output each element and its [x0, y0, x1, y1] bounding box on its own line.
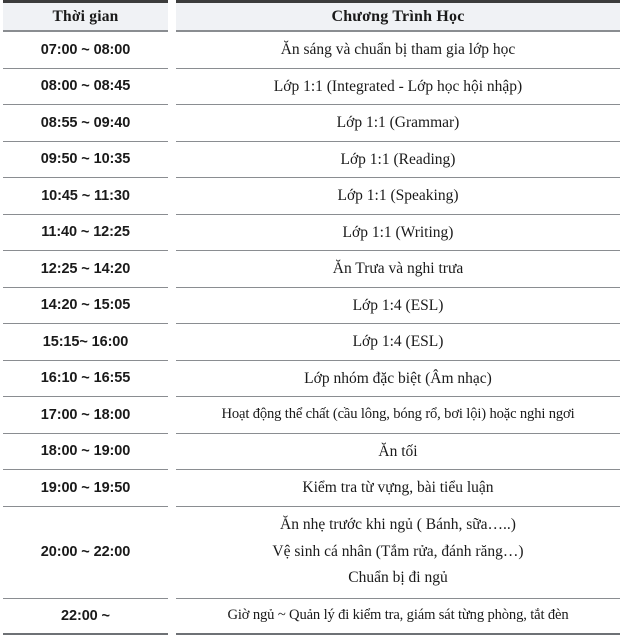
header-cell-program [176, 0, 620, 32]
table-body [3, 32, 620, 635]
column-gap [168, 178, 176, 215]
time-range-text: 15:15~ 16:00 [43, 334, 128, 350]
column-gap [168, 361, 176, 398]
table-row [3, 32, 620, 69]
cell-time [3, 397, 168, 434]
cell-time [3, 215, 168, 252]
column-gap [168, 288, 176, 325]
cell-program [176, 215, 620, 252]
time-range-text: 12:25 ~ 14:20 [41, 261, 130, 277]
program-text: Ăn sáng và chuẩn bị tham gia lớp học [281, 38, 516, 61]
time-range-text: 19:00 ~ 19:50 [41, 480, 130, 496]
time-range-text: 10:45 ~ 11:30 [41, 188, 130, 204]
cell-program [176, 105, 620, 142]
table-row [3, 470, 620, 507]
table-row [3, 251, 620, 288]
time-range-text: 07:00 ~ 08:00 [41, 42, 130, 58]
cell-program [176, 434, 620, 471]
program-text: Lớp 1:1 (Reading) [341, 148, 456, 171]
time-range-text: 08:00 ~ 08:45 [41, 78, 130, 94]
program-text: Chuẩn bị đi ngủ [348, 565, 447, 592]
column-gap [168, 142, 176, 179]
program-text: Lớp 1:1 (Grammar) [337, 111, 460, 134]
column-gap [168, 434, 176, 471]
table-row [3, 434, 620, 471]
program-text: Ăn tối [378, 440, 417, 463]
program-text: Lớp 1:1 (Integrated - Lớp học hội nhập) [274, 75, 522, 98]
program-text: Lớp 1:1 (Speaking) [338, 184, 459, 207]
time-range-text: 16:10 ~ 16:55 [41, 370, 130, 386]
cell-program [176, 470, 620, 507]
program-text: Vệ sinh cá nhân (Tắm rửa, đánh răng…) [272, 539, 523, 566]
cell-program [176, 324, 620, 361]
time-range-text: 18:00 ~ 19:00 [41, 443, 130, 459]
cell-time [3, 507, 168, 599]
cell-program [176, 599, 620, 635]
time-range-text: 20:00 ~ 22:00 [41, 544, 130, 560]
cell-time [3, 69, 168, 106]
program-text: Kiểm tra từ vựng, bài tiểu luận [302, 476, 493, 499]
cell-time [3, 251, 168, 288]
table-row [3, 142, 620, 179]
table-row [3, 105, 620, 142]
program-text: Hoạt động thể chất (cầu lông, bóng rổ, bơi lội) hoặc nghi ngơi [221, 404, 574, 426]
column-gap [168, 599, 176, 635]
cell-time [3, 142, 168, 179]
cell-program [176, 507, 620, 599]
cell-program [176, 32, 620, 69]
header-cell-time [3, 0, 168, 32]
cell-program [176, 288, 620, 325]
cell-time [3, 434, 168, 471]
cell-time [3, 361, 168, 398]
program-text: Lớp 1:4 (ESL) [353, 330, 444, 353]
cell-time [3, 178, 168, 215]
column-gap [168, 215, 176, 252]
column-gap [168, 69, 176, 106]
program-text: Lớp 1:4 (ESL) [353, 294, 444, 317]
time-range-text: 17:00 ~ 18:00 [41, 407, 130, 423]
table-row [3, 288, 620, 325]
table-row [3, 178, 620, 215]
column-gap [168, 507, 176, 599]
column-gap [168, 0, 176, 32]
cell-time [3, 288, 168, 325]
table-row [3, 324, 620, 361]
cell-program [176, 361, 620, 398]
table-row [3, 599, 620, 635]
column-gap [168, 32, 176, 69]
table-row [3, 507, 620, 599]
table-row [3, 215, 620, 252]
cell-program [176, 178, 620, 215]
table-header-row [3, 0, 620, 32]
cell-time [3, 470, 168, 507]
program-text: Giờ ngủ ~ Quản lý đi kiểm tra, giám sát từng phòng, tắt đèn [228, 605, 569, 627]
time-range-text: 14:20 ~ 15:05 [41, 297, 130, 313]
program-text: Lớp 1:1 (Writing) [343, 221, 454, 244]
time-range-text: 08:55 ~ 09:40 [41, 115, 130, 131]
cell-program [176, 69, 620, 106]
cell-time [3, 324, 168, 361]
program-text: Ăn Trưa và nghi trưa [333, 257, 463, 280]
cell-program [176, 142, 620, 179]
program-text: Ăn nhẹ trước khi ngủ ( Bánh, sữa…..) [280, 512, 516, 539]
header-label-program: Chương Trình Học [331, 8, 464, 26]
column-gap [168, 397, 176, 434]
cell-program [176, 397, 620, 434]
time-range-text: 11:40 ~ 12:25 [41, 224, 130, 240]
cell-time [3, 32, 168, 69]
cell-time [3, 105, 168, 142]
time-range-text: 09:50 ~ 10:35 [41, 151, 130, 167]
column-gap [168, 105, 176, 142]
table-row [3, 69, 620, 106]
column-gap [168, 470, 176, 507]
column-gap [168, 324, 176, 361]
cell-time [3, 599, 168, 635]
cell-program [176, 251, 620, 288]
program-text: Lớp nhóm đặc biệt (Âm nhạc) [304, 367, 492, 390]
header-label-time: Thời gian [53, 8, 119, 26]
column-gap [168, 251, 176, 288]
time-range-text: 22:00 ~ [61, 608, 110, 624]
table-row [3, 397, 620, 434]
table-row [3, 361, 620, 398]
